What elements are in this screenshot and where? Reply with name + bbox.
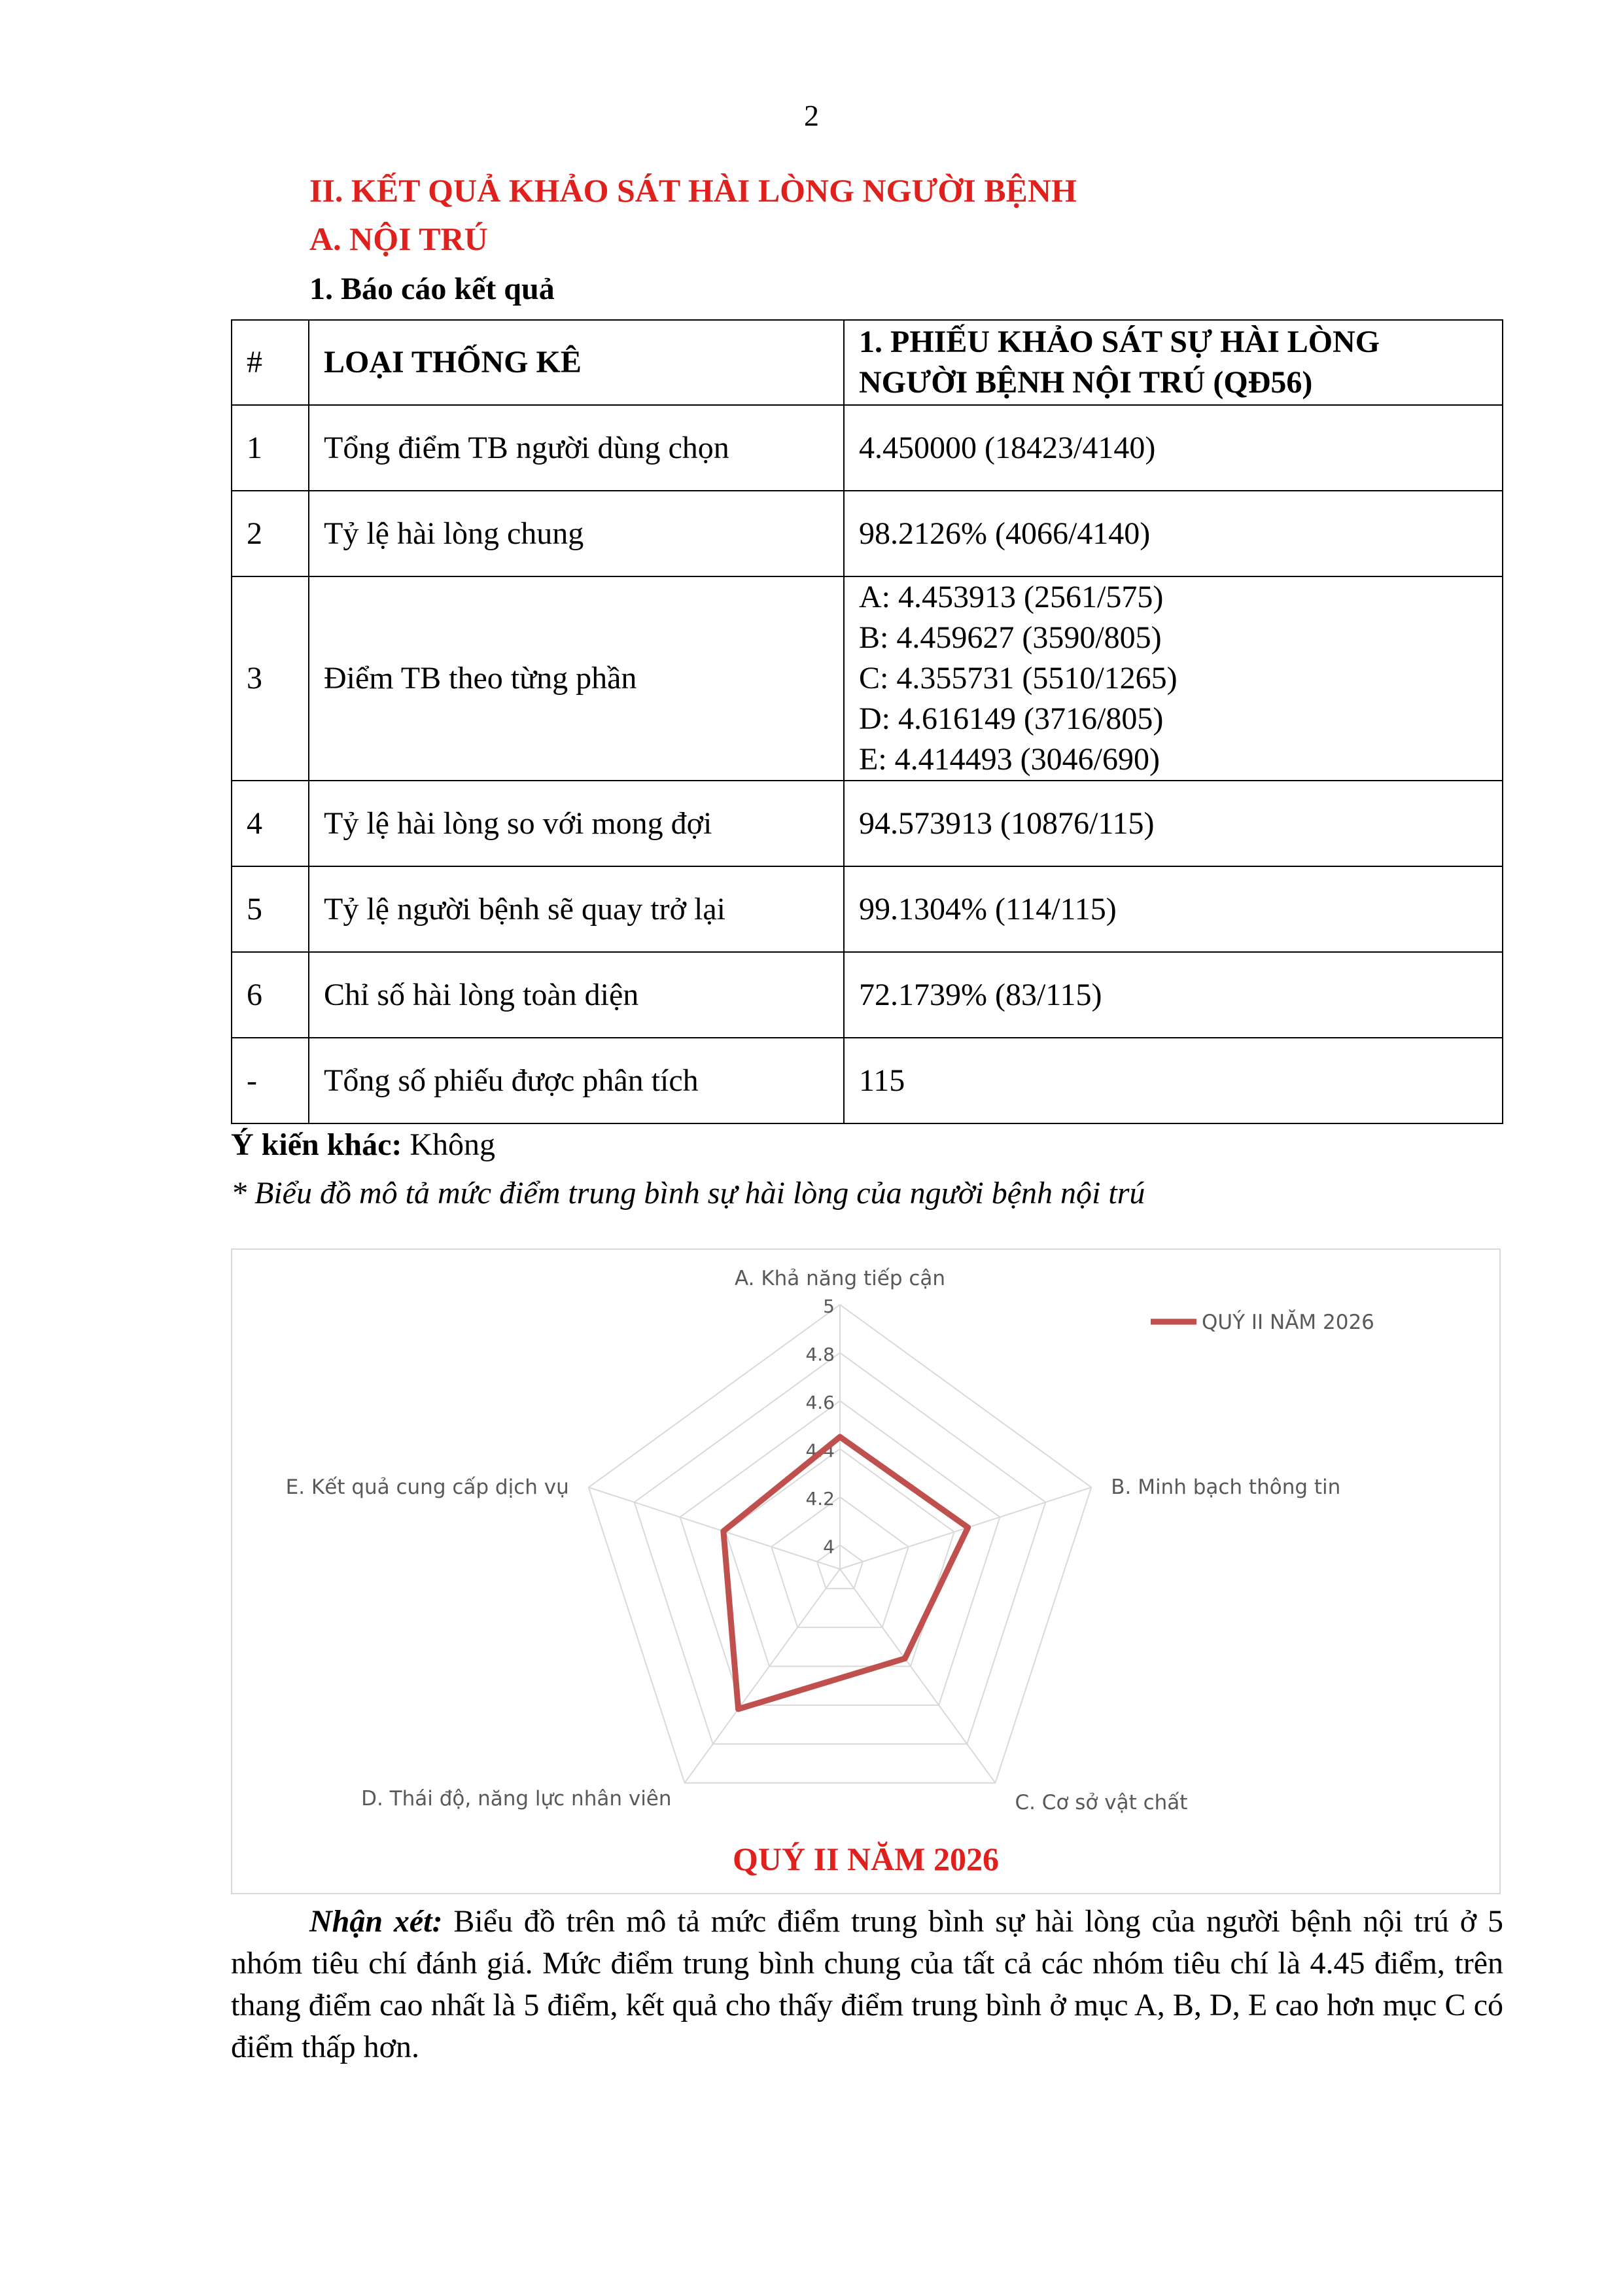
part-score-b: B: 4.459627 (3590/805) <box>859 620 1162 655</box>
row-label: Tỷ lệ hài lòng so với mong đợi <box>309 781 844 866</box>
category-label: E. Kết quả cung cấp dịch vụ <box>285 1475 569 1500</box>
radar-chart <box>231 1248 1501 1894</box>
tick-label: 4 <box>823 1536 835 1558</box>
row-value: 72.1739% (83/115) <box>844 952 1503 1038</box>
tick-label: 4.8 <box>805 1343 835 1366</box>
row-label: Tỷ lệ hài lòng chung <box>309 491 844 576</box>
row-num: 2 <box>232 491 309 576</box>
category-label: B. Minh bạch thông tin <box>1111 1475 1341 1500</box>
row-label: Chỉ số hài lòng toàn diện <box>309 952 844 1038</box>
row-value: 4.450000 (18423/4140) <box>844 405 1503 491</box>
row-label: Tổng số phiếu được phân tích <box>309 1038 844 1123</box>
radar-chart-svg <box>232 1250 1502 1896</box>
comment-paragraph <box>231 1901 1503 2068</box>
category-label: C. Cơ sở vật chất <box>1015 1790 1188 1814</box>
part-score-a: A: 4.453913 (2561/575) <box>859 580 1164 614</box>
header-type: LOẠI THỐNG KÊ <box>309 320 844 405</box>
page-number: 2 <box>804 99 819 132</box>
grid-spoke <box>589 1487 840 1569</box>
other-opinions <box>231 1127 495 1163</box>
table-row <box>232 866 1503 952</box>
results-table <box>231 319 1503 1124</box>
row-value-list <box>844 576 1503 781</box>
table-row <box>232 491 1503 576</box>
comment-label: Nhận xét: <box>309 1904 443 1939</box>
tick-label: 4.6 <box>805 1391 835 1413</box>
category-label: D. Thái độ, năng lực nhân viên <box>361 1786 672 1810</box>
tick-label: 4.4 <box>805 1439 835 1462</box>
part-score-e: E: 4.414493 (3046/690) <box>859 742 1160 777</box>
row-label: Điểm TB theo từng phần <box>309 576 844 781</box>
row-num: 6 <box>232 952 309 1038</box>
row-num: 5 <box>232 866 309 952</box>
row-value: 94.573913 (10876/115) <box>844 781 1503 866</box>
table-row <box>232 781 1503 866</box>
row-label: Tỷ lệ người bệnh sẽ quay trở lại <box>309 866 844 952</box>
chart-title: QUÝ II NĂM 2026 <box>733 1841 999 1877</box>
other-opinions-label: Ý kiến khác: <box>231 1127 402 1162</box>
row-label: Tổng điểm TB người dùng chọn <box>309 405 844 491</box>
other-opinions-value: Không <box>410 1127 496 1162</box>
section-heading: II. KẾT QUẢ KHẢO SÁT HÀI LÒNG NGƯỜI BỆNH <box>309 172 1077 209</box>
row-num: - <box>232 1038 309 1123</box>
subsection-heading: A. NỘI TRÚ <box>309 221 488 257</box>
table-row <box>232 405 1503 491</box>
table-row <box>232 1038 1503 1123</box>
series-line <box>724 1437 968 1709</box>
header-survey <box>844 320 1503 405</box>
row-num: 1 <box>232 405 309 491</box>
category-label: A. Khả năng tiếp cận <box>734 1267 946 1290</box>
table-row <box>232 952 1503 1038</box>
part-score-c: C: 4.355731 (5510/1265) <box>859 661 1178 696</box>
row-value: 99.1304% (114/115) <box>844 866 1503 952</box>
row-num: 4 <box>232 781 309 866</box>
table-row <box>232 576 1503 781</box>
report-heading: 1. Báo cáo kết quả <box>309 272 555 306</box>
tick-label: 5 <box>823 1296 835 1317</box>
row-num: 3 <box>232 576 309 781</box>
row-value: 115 <box>844 1038 1503 1123</box>
header-num: # <box>232 320 309 405</box>
header-survey-line2: NGƯỜI BỆNH NỘI TRÚ (QĐ56) <box>859 365 1313 400</box>
tick-label: 4.2 <box>805 1487 835 1510</box>
legend-label: QUÝ II NĂM 2026 <box>1202 1311 1374 1334</box>
comment-text: Biểu đồ trên mô tả mức điểm trung bình sự hài lòng của người bệnh nội trú ở 5 nhóm tiêu chí đánh giá. Mức điểm trung bình chung của tất cả các nhóm tiêu chí là 4.45 điểm, trên thang điểm cao nhất là 5 điểm, kết quả cho thấy điểm trung bình ở mục A, B, D, E cao hơn mục C có điểm thấp hơn. <box>231 1904 1503 2064</box>
row-value: 98.2126% (4066/4140) <box>844 491 1503 576</box>
table-header-row <box>232 320 1503 405</box>
chart-caption: * Biểu đồ mô tả mức điểm trung bình sự hài lòng của người bệnh nội trú <box>231 1176 1145 1210</box>
part-score-d: D: 4.616149 (3716/805) <box>859 701 1164 736</box>
header-survey-line1: 1. PHIẾU KHẢO SÁT SỰ HÀI LÒNG <box>859 325 1380 359</box>
